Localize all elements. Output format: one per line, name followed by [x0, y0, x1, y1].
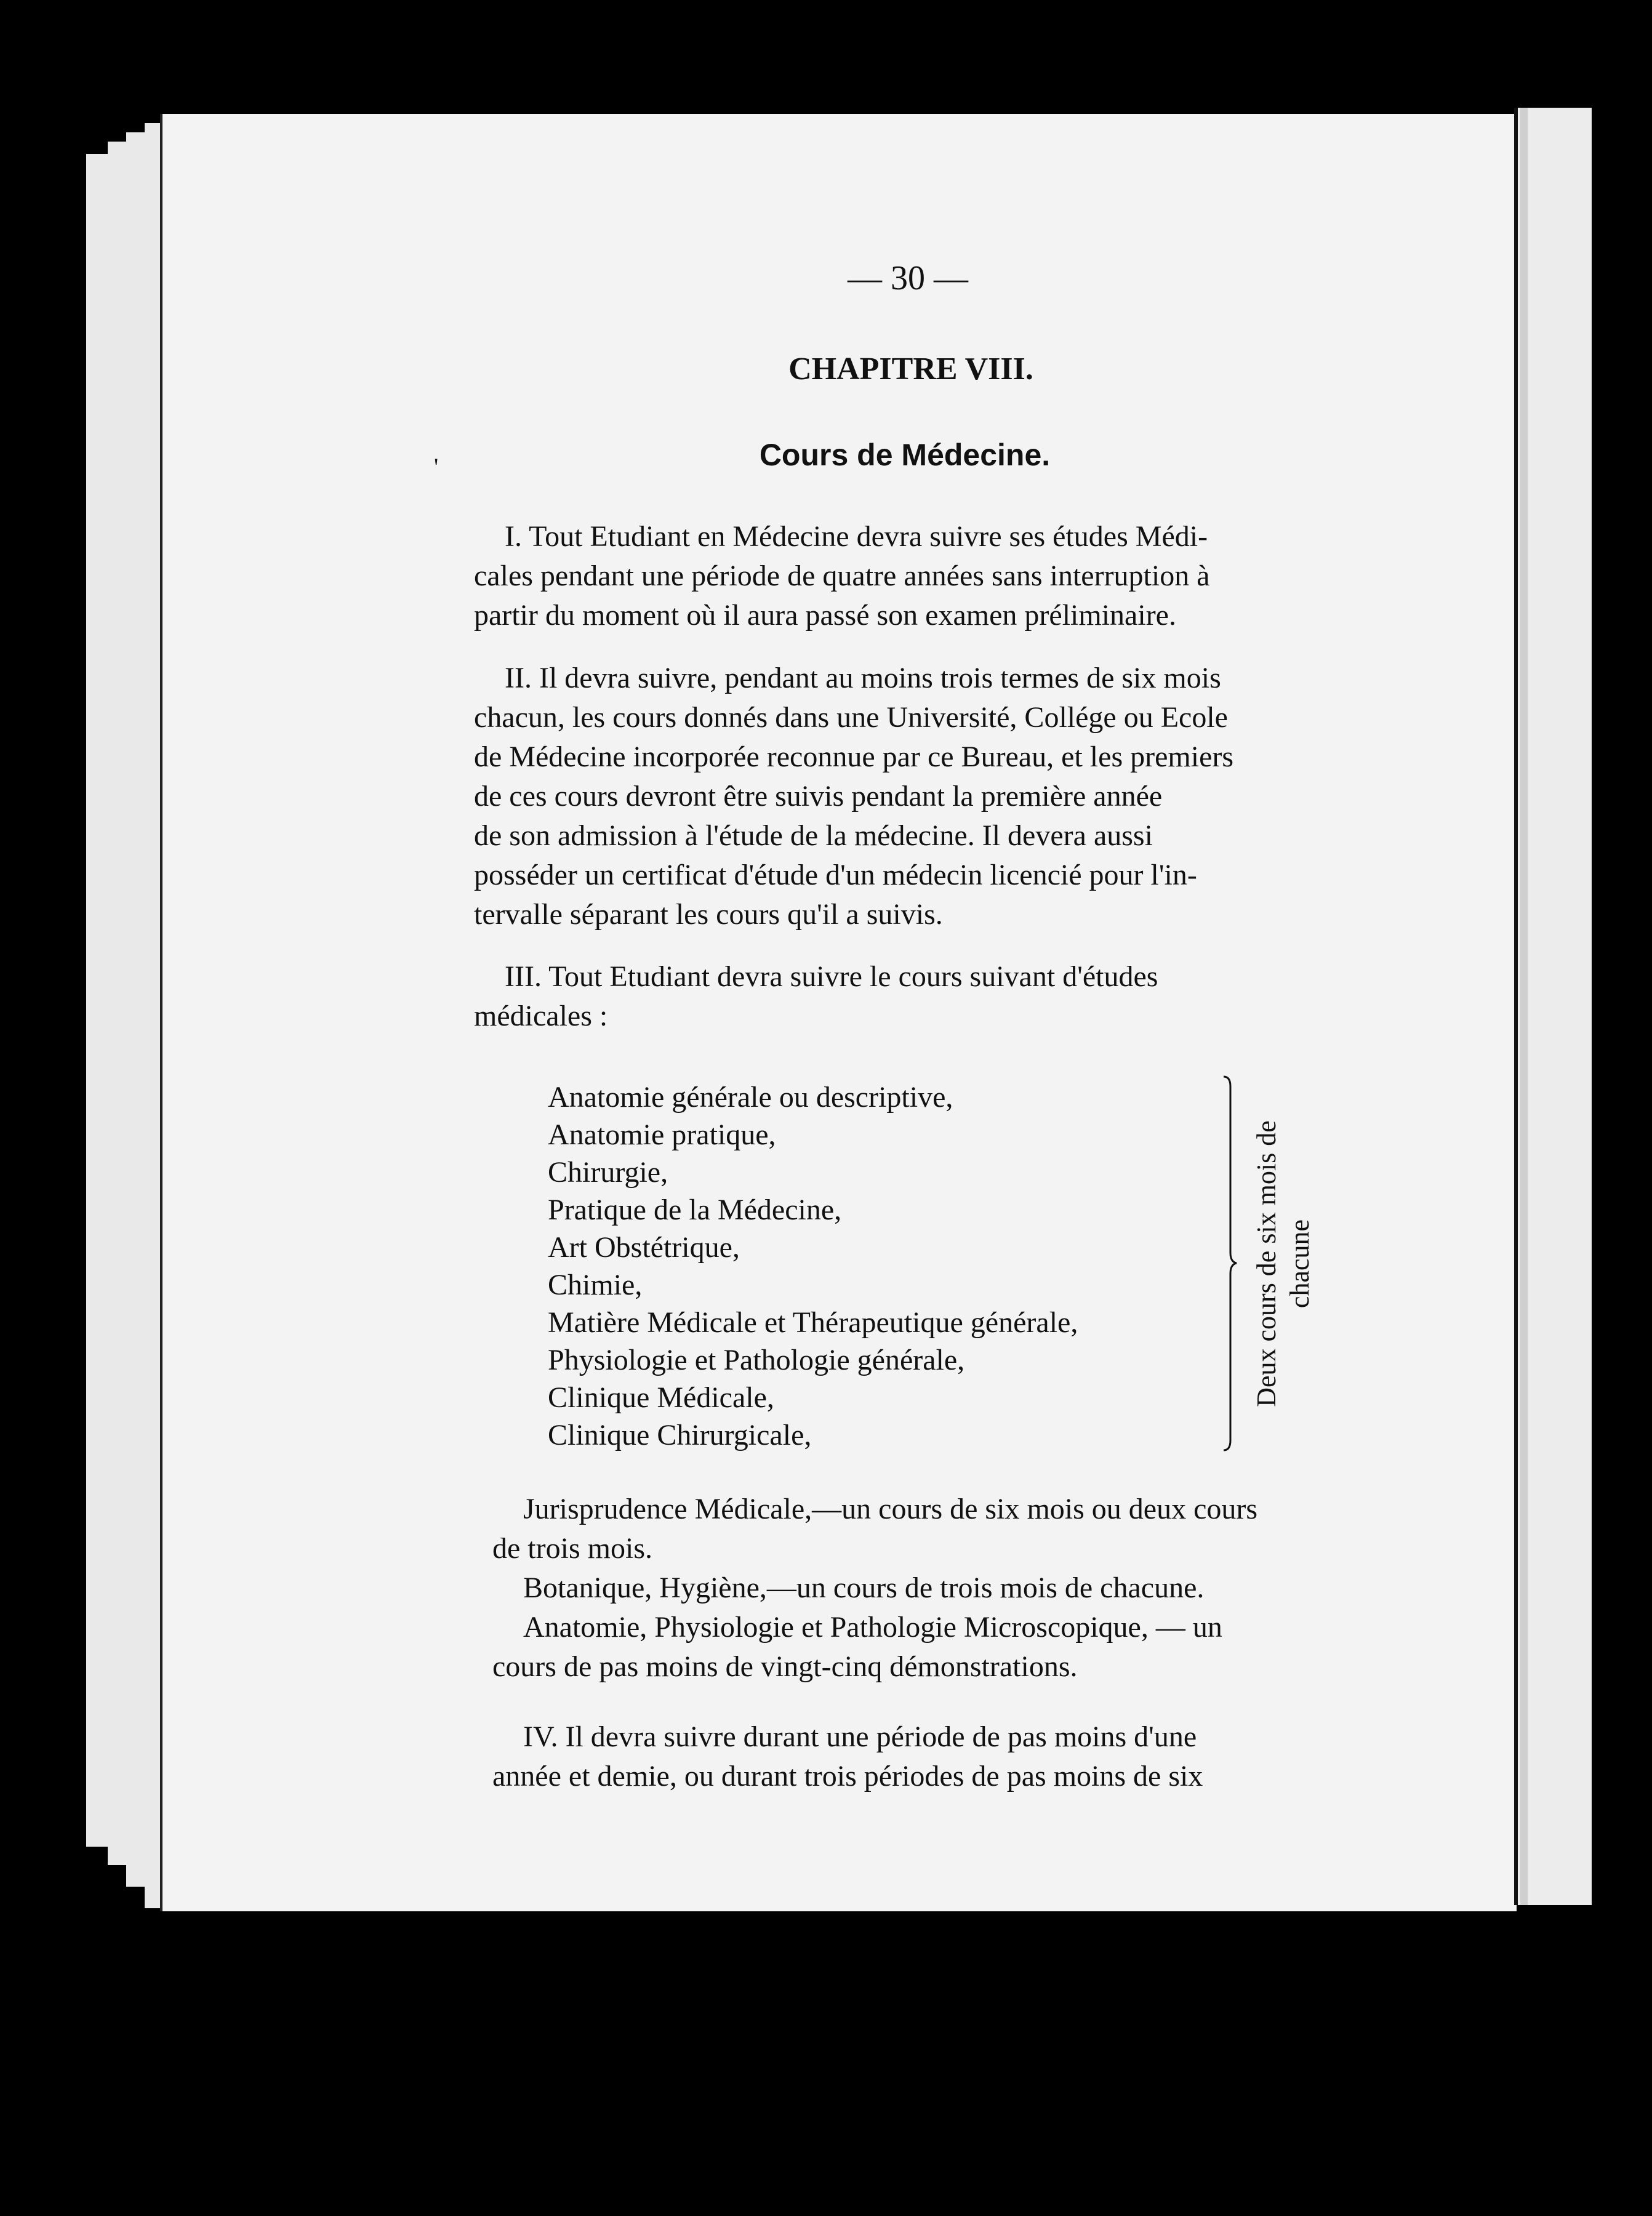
list-item: Chirurgie,	[548, 1156, 668, 1189]
list-item: Anatomie générale ou descriptive,	[548, 1081, 953, 1114]
text-line: II. Il devra suivre, pendant au moins trois termes de six mois	[505, 662, 1221, 694]
text-line: chacun, les cours donnés dans une Université, Collége ou Ecole	[474, 701, 1228, 734]
list-item: Physiologie et Pathologie générale,	[548, 1344, 965, 1376]
list-item: Chimie,	[548, 1269, 643, 1301]
list-item: Pratique de la Médecine,	[548, 1194, 842, 1226]
list-item: Anatomie pratique,	[548, 1118, 776, 1151]
paragraph-2	[474, 659, 1366, 934]
text-line: Jurisprudence Médicale,—un cours de six mois ou deux cours	[523, 1493, 1258, 1525]
text-line: IV. Il devra suivre durant une période de pas moins d'une	[523, 1720, 1197, 1753]
page-number: — 30 —	[848, 259, 968, 297]
text-line: médicales :	[474, 1000, 608, 1032]
brace-label-line: chacune	[1285, 1219, 1315, 1308]
list-item: Matière Médicale et Thérapeutique générale,	[548, 1306, 1078, 1339]
section-title: Cours de Médecine.	[759, 438, 1051, 472]
list-item: Art Obstétrique,	[548, 1231, 740, 1264]
text-line: cours de pas moins de vingt-cinq démonstrations.	[492, 1650, 1078, 1683]
text-line: de Médecine incorporée reconnue par ce Bureau, et les premiers	[474, 741, 1234, 773]
text-line: tervalle séparant les cours qu'il a suivis.	[474, 898, 943, 931]
binding-shadow	[1520, 108, 1528, 1905]
text-line: cales pendant une période de quatre années sans interruption à	[474, 560, 1210, 592]
text-line: III. Tout Etudiant devra suivre le cours suivant d'études	[505, 960, 1158, 993]
brace-label	[1237, 1074, 1329, 1453]
chapter-heading: CHAPITRE VIII.	[788, 351, 1033, 387]
brace-label-line: Deux cours de six mois de	[1251, 1120, 1281, 1407]
paragraph-4	[492, 1490, 1373, 1687]
paragraph-5	[492, 1717, 1373, 1796]
text-line: de trois mois.	[492, 1532, 652, 1565]
list-item: Clinique Médicale,	[548, 1381, 774, 1414]
margin-mark: '	[434, 453, 439, 481]
text-line: de son admission à l'étude de la médecine. Il devera aussi	[474, 819, 1153, 852]
course-list	[548, 1078, 1225, 1454]
text-line: partir du moment où il aura passé son examen préliminaire.	[474, 599, 1176, 632]
curly-brace	[1222, 1074, 1238, 1453]
text-line: posséder un certificat d'étude d'un médecin licencié pour l'in-	[474, 859, 1197, 891]
text-line: de ces cours devront être suivis pendant la première année	[474, 780, 1163, 813]
text-line: Botanique, Hygiène,—un cours de trois mois de chacune.	[523, 1572, 1205, 1604]
text-line: année et demie, ou durant trois périodes de pas moins de six	[492, 1760, 1203, 1792]
paragraph-1	[474, 517, 1366, 635]
list-item: Clinique Chirurgicale,	[548, 1419, 812, 1451]
paragraph-3	[474, 957, 1366, 1036]
text-line: I. Tout Etudiant en Médecine devra suivre ses études Médi-	[505, 520, 1208, 553]
text-line: Anatomie, Physiologie et Pathologie Microscopique, — un	[523, 1611, 1222, 1644]
